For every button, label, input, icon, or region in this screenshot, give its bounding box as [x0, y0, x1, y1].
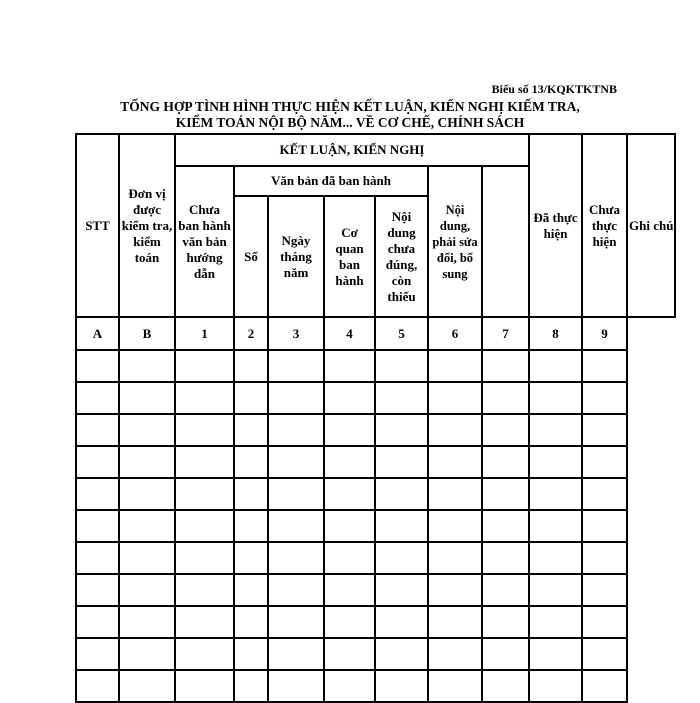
index-cell: 1 [175, 317, 234, 350]
index-cell: 5 [375, 317, 428, 350]
table-cell [582, 542, 627, 574]
table-cell [375, 574, 428, 606]
table-cell [582, 382, 627, 414]
table-cell [482, 670, 529, 702]
blank-rows [76, 350, 675, 702]
table-cell [324, 414, 375, 446]
title-line-1: TỔNG HỢP TÌNH HÌNH THỰC HIỆN KẾT LUẬN, KIẾN NGHỊ KIỂM TRA, [120, 99, 580, 114]
index-cell: 2 [234, 317, 268, 350]
table-cell [482, 510, 529, 542]
table-row [76, 350, 675, 382]
header-date: Ngày tháng năm [268, 196, 324, 317]
table-cell [76, 414, 119, 446]
title-line-2: KIỂM TOÁN NỘI BỘ NĂM... VỀ CƠ CHẾ, CHÍNH SÁCH [175, 115, 525, 130]
table-cell [76, 606, 119, 638]
index-cell: 8 [529, 317, 582, 350]
table-cell [428, 382, 482, 414]
table-cell [234, 446, 268, 478]
report-table [75, 133, 676, 703]
table-cell [428, 446, 482, 478]
header-note: Ghi chú [627, 134, 675, 317]
table-cell [175, 446, 234, 478]
table-cell [175, 542, 234, 574]
table-cell [175, 670, 234, 702]
table-cell [175, 574, 234, 606]
header-issued-group: Văn bản đã ban hành [234, 166, 428, 196]
table-cell [375, 606, 428, 638]
table-cell [324, 478, 375, 510]
table-cell [268, 478, 324, 510]
table-cell [76, 382, 119, 414]
table-cell [234, 510, 268, 542]
document-title [0, 99, 700, 131]
table-cell [76, 670, 119, 702]
table-cell [324, 510, 375, 542]
table-row [76, 638, 675, 670]
header-agency: Cơ quan ban hành [324, 196, 375, 317]
table-cell [76, 638, 119, 670]
table-cell [482, 574, 529, 606]
table-cell [119, 670, 175, 702]
table-cell [76, 478, 119, 510]
header-stt: STT [76, 134, 119, 317]
table-cell [428, 350, 482, 382]
table-cell [234, 350, 268, 382]
table-cell [268, 510, 324, 542]
table-cell [119, 478, 175, 510]
table-cell [428, 478, 482, 510]
table-cell [529, 350, 582, 382]
table-cell [119, 350, 175, 382]
index-cell: A [76, 317, 119, 350]
table-cell [268, 350, 324, 382]
table-cell [582, 350, 627, 382]
table-cell [428, 670, 482, 702]
table-row [76, 446, 675, 478]
table-cell [119, 542, 175, 574]
header-number: Số [234, 196, 268, 317]
table-cell [375, 478, 428, 510]
header-amend: Nội dung, phải sửa đổi, bổ sung [428, 166, 482, 317]
table-row [76, 606, 675, 638]
table-row [76, 382, 675, 414]
table-cell [175, 350, 234, 382]
table-cell [482, 382, 529, 414]
index-cell: 3 [268, 317, 324, 350]
table-row [76, 542, 675, 574]
table-cell [582, 574, 627, 606]
table-cell [428, 542, 482, 574]
table-cell [175, 638, 234, 670]
header-incorrect: Nội dung chưa đúng, còn thiếu [375, 196, 428, 317]
table-cell [428, 574, 482, 606]
table-cell [582, 638, 627, 670]
table-cell [582, 510, 627, 542]
header-done: Đã thực hiện [529, 134, 582, 317]
table-cell [529, 638, 582, 670]
table-cell [482, 638, 529, 670]
table-cell [268, 606, 324, 638]
table-cell [529, 446, 582, 478]
table-cell [324, 670, 375, 702]
table-cell [482, 542, 529, 574]
table-cell [482, 606, 529, 638]
table-cell [175, 478, 234, 510]
table-cell [482, 414, 529, 446]
index-cell: 6 [428, 317, 482, 350]
table-cell [529, 542, 582, 574]
table-cell [324, 574, 375, 606]
table-row [76, 414, 675, 446]
table-cell [375, 670, 428, 702]
table-cell [375, 382, 428, 414]
table-cell [582, 606, 627, 638]
table-cell [268, 670, 324, 702]
table-cell [234, 414, 268, 446]
table-cell [76, 542, 119, 574]
table-cell [175, 382, 234, 414]
table-cell [234, 542, 268, 574]
table-cell [529, 478, 582, 510]
table-cell [76, 574, 119, 606]
table-cell [482, 446, 529, 478]
table-cell [324, 446, 375, 478]
table-cell [324, 638, 375, 670]
table-row [76, 478, 675, 510]
table-cell [76, 446, 119, 478]
table-cell [234, 574, 268, 606]
table-cell [428, 638, 482, 670]
table-row [76, 510, 675, 542]
form-code: Biểu số 13/KQKTKTNB [491, 82, 617, 96]
header-conclusion-group: KẾT LUẬN, KIẾN NGHỊ [175, 134, 529, 166]
table-cell [175, 606, 234, 638]
table-cell [529, 606, 582, 638]
table-cell [119, 638, 175, 670]
table-cell [582, 446, 627, 478]
table-cell [529, 414, 582, 446]
table-cell [482, 478, 529, 510]
table-cell [482, 350, 529, 382]
table-cell [76, 350, 119, 382]
table-cell [324, 542, 375, 574]
table-cell [428, 414, 482, 446]
table-cell [375, 446, 428, 478]
table-cell [234, 382, 268, 414]
table-cell [529, 574, 582, 606]
index-cell: 9 [582, 317, 627, 350]
table-cell [375, 414, 428, 446]
table-cell [375, 510, 428, 542]
index-cell: B [119, 317, 175, 350]
table-cell [324, 382, 375, 414]
table-cell [268, 382, 324, 414]
table-cell [234, 638, 268, 670]
table-cell [375, 638, 428, 670]
table-cell [324, 350, 375, 382]
table-cell [234, 478, 268, 510]
table-cell [119, 510, 175, 542]
table-cell [268, 414, 324, 446]
table-cell [529, 382, 582, 414]
table-cell [119, 446, 175, 478]
table-cell [268, 542, 324, 574]
table-cell [375, 542, 428, 574]
table-cell [234, 606, 268, 638]
table-cell [582, 670, 627, 702]
index-cell: 4 [324, 317, 375, 350]
table-cell [119, 574, 175, 606]
table-cell [119, 606, 175, 638]
table-cell [428, 510, 482, 542]
table-cell [268, 574, 324, 606]
table-row [76, 574, 675, 606]
table-cell [119, 414, 175, 446]
table-cell [234, 670, 268, 702]
table-cell [375, 350, 428, 382]
table-cell [175, 414, 234, 446]
table-cell [76, 510, 119, 542]
table-row [76, 670, 675, 702]
header-not-issued: Chưa ban hành văn bản hướng dẫn [175, 166, 234, 317]
table-cell [529, 510, 582, 542]
table-cell [582, 414, 627, 446]
table-cell [175, 510, 234, 542]
table-cell [119, 382, 175, 414]
table-cell [268, 638, 324, 670]
table-cell [324, 606, 375, 638]
table-cell [428, 606, 482, 638]
table-cell [268, 446, 324, 478]
table-cell [582, 478, 627, 510]
header-unit: Đơn vị được kiểm tra, kiểm toán [119, 134, 175, 317]
table-cell [529, 670, 582, 702]
header-not-done: Chưa thực hiện [582, 134, 627, 317]
index-cell: 7 [482, 317, 529, 350]
